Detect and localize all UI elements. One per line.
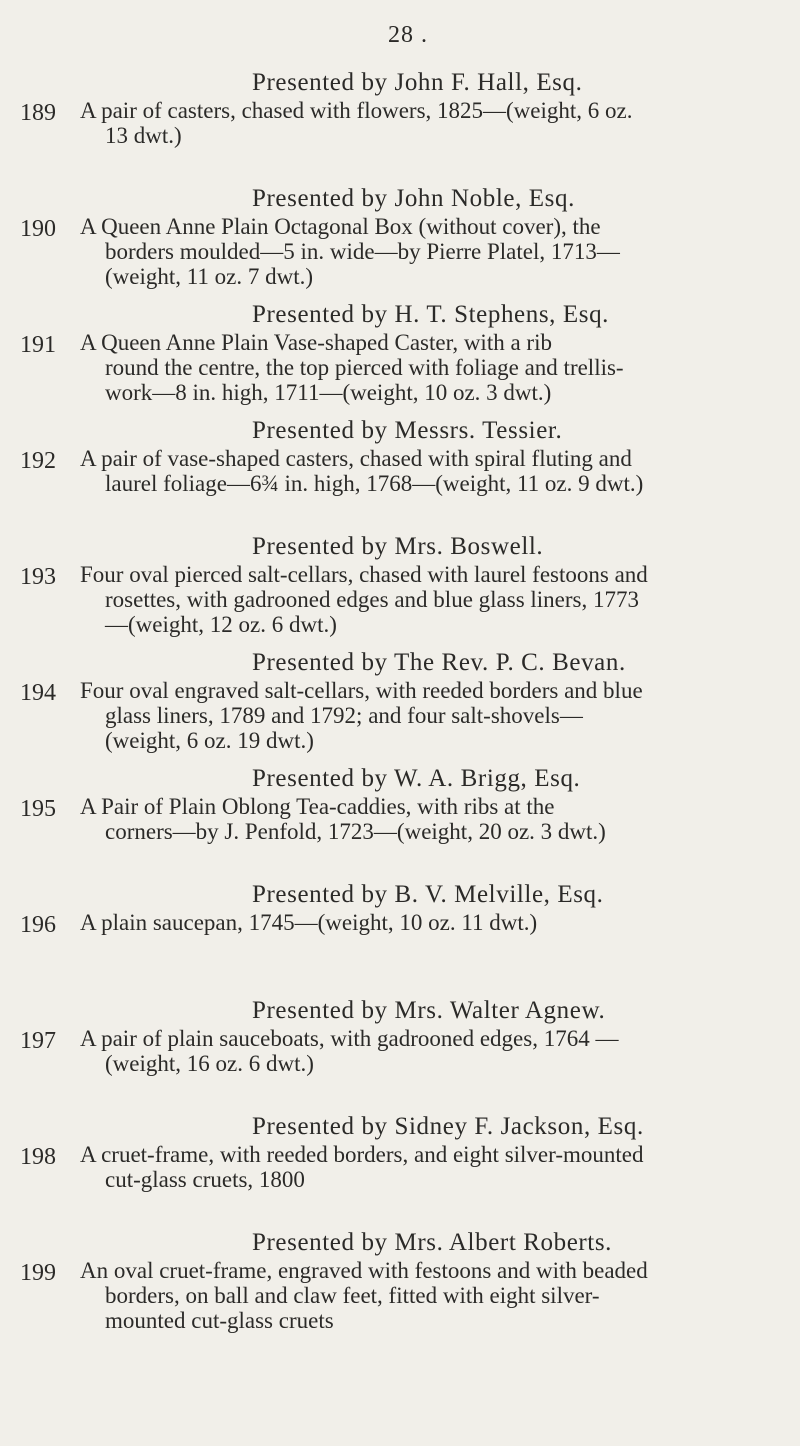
presenter-heading: Presented by Mrs. Walter Agnew. [252, 997, 606, 1024]
catalogue-entry [0, 532, 800, 648]
presenter-heading: Presented by Sidney F. Jackson, Esq. [252, 1113, 644, 1140]
lot-description [80, 910, 780, 935]
page-number: 28 . [388, 22, 428, 48]
lot-row [0, 1258, 800, 1333]
lot-description [80, 1258, 780, 1333]
description-line: round the centre, the top pierced with foliage and trellis- [105, 355, 624, 380]
presenter-heading: Presented by W. A. Brigg, Esq. [252, 765, 581, 792]
lot-number: 198 [20, 1144, 56, 1170]
catalogue-entry [0, 764, 800, 880]
lot-row [0, 1026, 800, 1076]
description-line: Four oval pierced salt-cellars, chased with laurel festoons and [80, 562, 648, 587]
presenter-heading: Presented by Mrs. Boswell. [252, 533, 544, 560]
description-line: A Queen Anne Plain Vase-shaped Caster, with a rib [80, 330, 552, 355]
lot-description [80, 678, 780, 753]
description-line: borders moulded—5 in. wide—by Pierre Platel, 1713— [105, 239, 620, 264]
description-line: (weight, 6 oz. 19 dwt.) [105, 728, 314, 753]
lot-row [0, 98, 800, 148]
lot-number: 191 [20, 332, 56, 358]
description-line: A Pair of Plain Oblong Tea-caddies, with ribs at the [80, 794, 555, 819]
lot-number: 189 [20, 100, 56, 126]
catalogue-entry [0, 416, 800, 532]
lot-row [0, 330, 800, 405]
lot-number: 199 [20, 1260, 56, 1286]
lot-description [80, 98, 780, 148]
presenter-heading: Presented by Messrs. Tessier. [252, 417, 563, 444]
description-line: corners—by J. Penfold, 1723—(weight, 20 oz. 3 dwt.) [105, 819, 606, 844]
description-line: (weight, 11 oz. 7 dwt.) [105, 264, 314, 289]
description-line: A pair of casters, chased with flowers, 1825—(weight, 6 oz. [80, 98, 633, 123]
description-line: —(weight, 12 oz. 6 dwt.) [105, 612, 337, 637]
lot-row [0, 562, 800, 637]
description-line: work—8 in. high, 1711—(weight, 10 oz. 3 dwt.) [105, 380, 552, 405]
lot-number: 194 [20, 680, 56, 706]
presenter-heading: Presented by H. T. Stephens, Esq. [252, 301, 610, 328]
presenter-heading: Presented by Mrs. Albert Roberts. [252, 1229, 613, 1256]
lot-number: 196 [20, 912, 56, 938]
description-line: Four oval engraved salt-cellars, with reeded borders and blue [80, 678, 643, 703]
description-line: cut-glass cruets, 1800 [105, 1167, 305, 1192]
lot-number: 193 [20, 564, 56, 590]
description-line: rosettes, with gadrooned edges and blue glass liners, 1773 [105, 587, 639, 612]
catalogue-entry [0, 1228, 800, 1344]
lot-row [0, 446, 800, 496]
presenter-heading: Presented by B. V. Melville, Esq. [252, 881, 604, 908]
lot-description [80, 1026, 780, 1076]
lot-description [80, 794, 780, 844]
catalogue-entries [0, 68, 800, 1344]
presenter-heading: Presented by John Noble, Esq. [252, 185, 575, 212]
lot-row [0, 1142, 800, 1192]
presenter-heading: Presented by The Rev. P. C. Bevan. [252, 649, 626, 676]
lot-row [0, 214, 800, 289]
description-line: mounted cut-glass cruets [105, 1308, 334, 1333]
catalogue-entry [0, 1112, 800, 1228]
description-line: A pair of plain sauceboats, with gadrooned edges, 1764 — [80, 1026, 619, 1051]
catalogue-entry [0, 184, 800, 300]
description-line: A plain saucepan, 1745—(weight, 10 oz. 11 dwt.) [80, 910, 538, 935]
lot-description [80, 446, 780, 496]
catalogue-entry [0, 68, 800, 184]
description-line: 13 dwt.) [105, 123, 182, 148]
catalogue-entry [0, 996, 800, 1112]
lot-description [80, 562, 780, 637]
description-line: A pair of vase-shaped casters, chased with spiral fluting and [80, 446, 632, 471]
presenter-heading: Presented by John F. Hall, Esq. [252, 69, 583, 96]
description-line: (weight, 16 oz. 6 dwt.) [105, 1051, 314, 1076]
lot-number: 197 [20, 1028, 56, 1054]
lot-number: 195 [20, 796, 56, 822]
description-line: A Queen Anne Plain Octagonal Box (without cover), the [80, 214, 601, 239]
description-line: glass liners, 1789 and 1792; and four salt-shovels— [105, 703, 583, 728]
catalogue-entry [0, 300, 800, 416]
lot-row [0, 794, 800, 844]
lot-number: 190 [20, 216, 56, 242]
lot-number: 192 [20, 448, 56, 474]
lot-row [0, 910, 800, 938]
lot-description [80, 1142, 780, 1192]
description-line: An oval cruet-frame, engraved with festoons and with beaded [80, 1258, 648, 1283]
description-line: laurel foliage—6¾ in. high, 1768—(weight, 11 oz. 9 dwt.) [105, 471, 644, 496]
catalogue-entry [0, 880, 800, 996]
description-line: A cruet-frame, with reeded borders, and eight silver-mounted [80, 1142, 644, 1167]
catalogue-entry [0, 648, 800, 764]
lot-description [80, 330, 780, 405]
lot-description [80, 214, 780, 289]
lot-row [0, 678, 800, 753]
description-line: borders, on ball and claw feet, fitted with eight silver- [105, 1283, 600, 1308]
